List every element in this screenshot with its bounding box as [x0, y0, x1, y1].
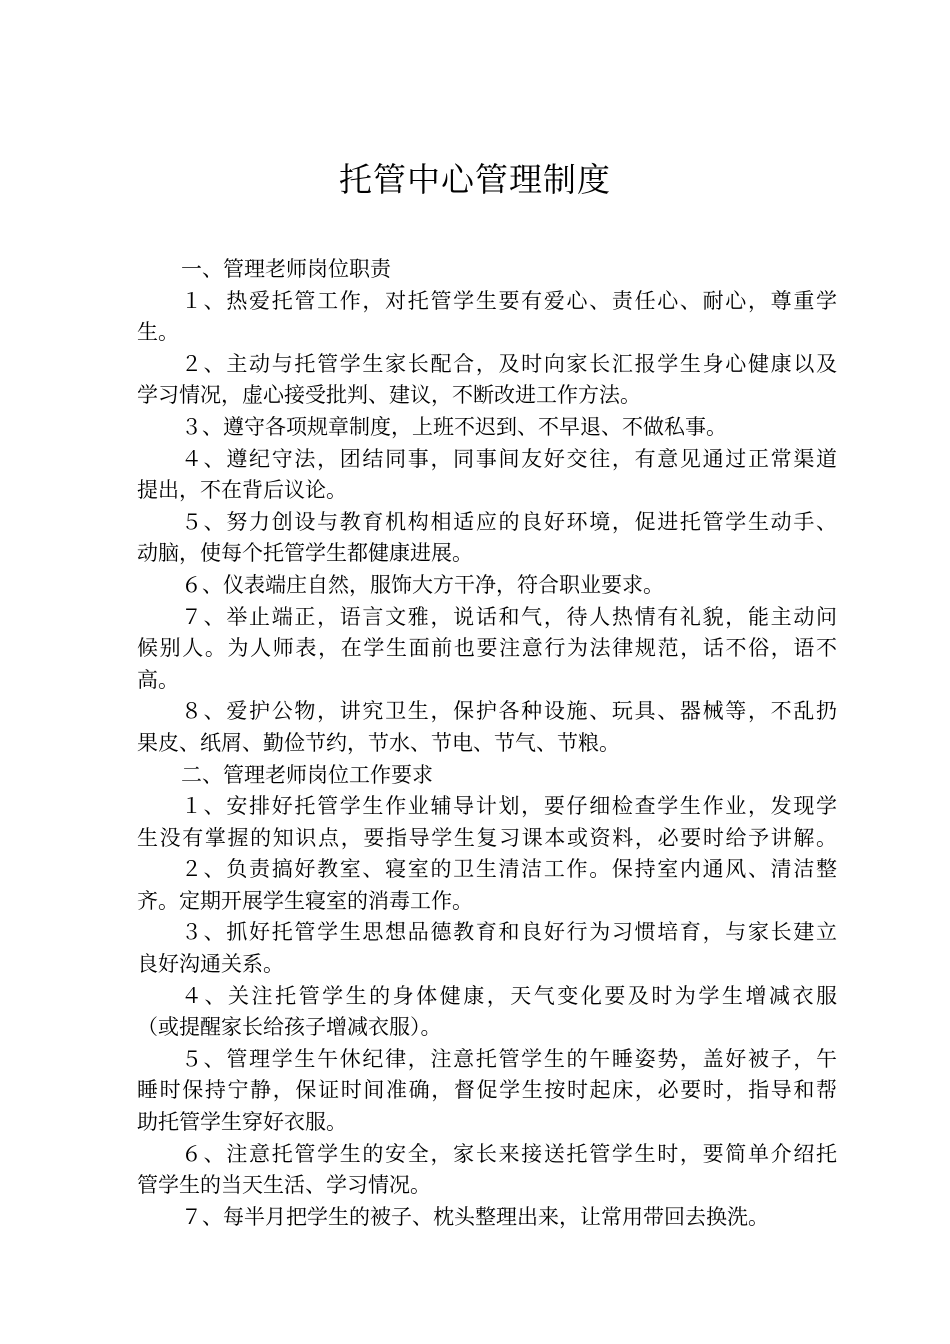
- paragraph-line: 高。: [137, 667, 179, 692]
- section-heading-2: 二、管理老师岗位工作要求: [181, 762, 433, 787]
- section-heading-1: 一、管理老师岗位职责: [181, 257, 391, 281]
- paragraph-line: ７、举止端正，语言文雅，说话和气，待人热情有礼貌，能主动问: [181, 604, 837, 629]
- paragraph-line: 齐。定期开展学生寝室的消毒工作。: [137, 888, 473, 913]
- paragraph-line: （或提醒家长给孩子增减衣服）。: [137, 1015, 442, 1040]
- paragraph-line: ８、爱护公物，讲究卫生，保护各种设施、玩具、器械等，不乱扔: [181, 699, 837, 724]
- paragraph-line: ４、关注托管学生的身体健康，天气变化要及时为学生增减衣服: [181, 983, 837, 1008]
- paragraph-line: 管学生的当天生活、学习情况。: [137, 1173, 431, 1198]
- document-body: [137, 254, 837, 1233]
- paragraph-line: ５、管理学生午休纪律，注意托管学生的午睡姿势，盖好被子，午: [181, 1046, 837, 1071]
- paragraph-line: ３、抓好托管学生思想品德教育和良好行为习惯培育，与家长建立: [181, 920, 837, 945]
- paragraph-line: 生。: [137, 320, 179, 345]
- paragraph-line: １、安排好托管学生作业辅导计划，要仔细检查学生作业，发现学: [181, 794, 837, 819]
- paragraph-line: 提出，不在背后议论。: [137, 478, 347, 503]
- paragraph-line: ２、负责搞好教室、寝室的卫生清洁工作。保持室内通风、清洁整: [181, 857, 837, 882]
- paragraph-line: ５、努力创设与教育机构相适应的良好环境，促进托管学生动手、: [181, 509, 837, 534]
- paragraph-line: ６、注意托管学生的安全，家长来接送托管学生时，要简单介绍托: [181, 1141, 837, 1166]
- paragraph-line: ６、仪表端庄自然，服饰大方干净，符合职业要求。: [181, 572, 664, 597]
- paragraph-line: 果皮、纸屑、勤俭节约，节水、节电、节气、节粮。: [137, 730, 620, 755]
- page-title: 托管中心管理制度: [339, 160, 611, 199]
- paragraph-line: 助托管学生穿好衣服。: [137, 1110, 347, 1135]
- paragraph-line: 良好沟通关系。: [137, 952, 284, 977]
- paragraph-line: ７、每半月把学生的被子、枕头整理出来，让常用带回去换洗。: [181, 1204, 769, 1229]
- paragraph-line: １、热爱托管工作，对托管学生要有爱心、责任心、耐心，尊重学: [181, 288, 837, 313]
- paragraph-line: ３、遵守各项规章制度，上班不迟到、不早退、不做私事。: [181, 414, 727, 439]
- paragraph-line: ２、主动与托管学生家长配合，及时向家长汇报学生身心健康以及: [181, 351, 837, 376]
- paragraph-line: ４、遵纪守法，团结同事，同事间友好交往，有意见通过正常渠道: [181, 446, 837, 471]
- paragraph-line: 生没有掌握的知识点，要指导学生复习课本或资料，必要时给予讲解。: [137, 825, 837, 850]
- paragraph-line: 睡时保持宁静，保证时间准确，督促学生按时起床，必要时，指导和帮: [137, 1078, 837, 1103]
- paragraph-line: 学习情况，虚心接受批判、建议，不断改进工作方法。: [137, 383, 641, 408]
- paragraph-line: 候别人。为人师表，在学生面前也要注意行为法律规范，话不俗，语不: [137, 636, 837, 661]
- paragraph-line: 动脑，使每个托管学生都健康进展。: [137, 541, 473, 566]
